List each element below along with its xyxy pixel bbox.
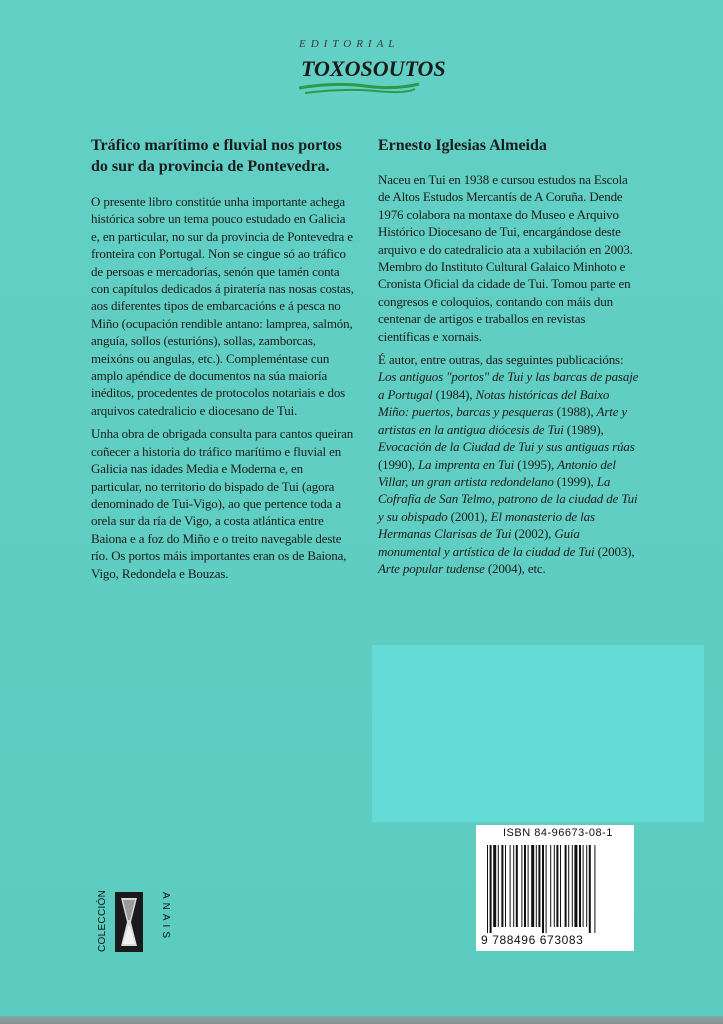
barcode-panel xyxy=(476,825,634,951)
barcode-bar xyxy=(493,845,496,927)
author-name: Ernesto Iglesias Almeida xyxy=(378,137,547,154)
barcode-bar xyxy=(554,845,555,927)
barcode-bar xyxy=(524,845,526,927)
work-year: (1984), xyxy=(432,386,476,402)
barcode-bar xyxy=(568,845,569,927)
work-year: (1995), xyxy=(514,456,558,472)
collection-mark xyxy=(97,888,187,958)
barcode-bar xyxy=(536,845,537,927)
work-title: La Cofrafía de San Telmo, patrono de la ciudad de Tui y su obispado xyxy=(378,473,638,524)
collection-name: ANAIS xyxy=(160,892,171,943)
works-intro: É autor, entre outras, das seguintes publicacións: xyxy=(378,352,624,368)
work-year: (1990), xyxy=(378,456,418,472)
hourglass-icon xyxy=(115,892,143,952)
synopsis-paragraph-1: O presente libro constitúe unha importante achega histórica sobre un tema pouco estudado en Galicia e, en particular, no sur da provincia de Pontevedra e fronteira con Portugal. Non se cingue só ao tráfico de persoas e mercadorías, senón que tamén conta con capítulos dedicados á piratería nas nosas costas, aos diferentes tipos de embarcacións e á pesca no Miño (ocupación rendible antano: lamprea, salmón, anguía, sollos (esturións), sollas, zamborcas, meixóns ou angulas, etc.). Compleméntase cun amplo apéndice de documentos na súa maioría inéditos, procedentes de protocolos notariais e dos arquivos catedralicio e diocesano de Tui. xyxy=(91,194,354,418)
synopsis-paragraph-2: Unha obra de obrigada consulta para cantos queiran coñecer a historia do tráfico marítimo e fluvial en Galicia nas idades Media e Moderna e, en particular, no territorio do bispado de Tui (agora denominado de Tui-Vigo), ao que pertence toda a orela sur da ría de Vigo, a costa atlántica entre Baiona e a foz do Miño e o treito navegable deste río. Os portos máis importantes eran os de Baiona, Vigo, Redondela e Bouzas. xyxy=(91,426,354,581)
barcode-bar xyxy=(528,845,529,927)
collection-label: COLECCIÓN xyxy=(97,889,108,952)
publisher-editorial-label: EDITORIAL xyxy=(299,38,400,50)
barcode-number: 9 788496 673083 xyxy=(481,933,584,947)
work-title: Evocación de la Ciudad de Tui y sus antiguas rúas xyxy=(378,439,635,455)
barcode-bar xyxy=(589,845,591,933)
barcode-bar xyxy=(510,845,511,927)
work-year: (2002), xyxy=(511,526,555,542)
work-year: (2003), xyxy=(594,543,635,559)
work-title: Antonio del Villar, un gran artista redondelano xyxy=(378,456,616,489)
works-list xyxy=(378,369,638,575)
barcode-bar xyxy=(501,845,503,927)
work-title: Notas históricas del Baixo Miño: puertos, barcas y pesqueras xyxy=(378,386,610,420)
author-works xyxy=(378,351,640,577)
work-year: (1999), xyxy=(553,473,597,489)
barcode-bar xyxy=(546,845,547,933)
barcode-bar xyxy=(550,845,551,927)
barcode-bar xyxy=(579,845,581,927)
barcode-bar xyxy=(560,845,561,927)
barcode-bar xyxy=(505,845,506,927)
work-title: Los antiguos "portos" de Tui y las barcas de pasaje a Portugal xyxy=(378,369,639,402)
blank-panel xyxy=(372,645,704,822)
work-title: Guía monumental y artística de la ciudad de Tui xyxy=(378,526,595,559)
work-year: (2001), xyxy=(447,508,491,524)
barcode-bar xyxy=(574,845,577,927)
isbn-label: ISBN 84-96673-08-1 xyxy=(503,827,613,839)
author-column xyxy=(378,135,640,583)
barcode-bar xyxy=(583,845,584,927)
work-title: La imprenta en Tui xyxy=(417,456,515,472)
work-year: (2004), etc. xyxy=(484,560,546,576)
barcode-bar xyxy=(538,845,540,927)
barcode-bar xyxy=(542,845,544,933)
work-year: (1988), xyxy=(553,404,597,420)
barcode-bar xyxy=(490,845,492,933)
work-title: Arte popular tudense xyxy=(378,560,485,576)
barcode-bar xyxy=(521,845,522,927)
work-title: El monasterio de las Hermanas Clarisas de Tui xyxy=(378,508,595,542)
barcode-bar xyxy=(586,845,587,927)
author-bio: Naceu en Tui en 1938 e cursou estudos na Escola de Altos Estudos Mercantís de A Coruña. Dende 1976 colabora na montaxe do Museo e Arquivo Histórico Diocesano de Tui, encargándose deste arquivo e do catedralicio ata a xubilación en 2003. Membro do Instituto Cultural Galaico Minhoto e Cronista Oficial da cidade de Tui. Tomou parte en congresos e coloquios, contando con máis dun centenar de artigos e traballos en revistas científicas e xornais. xyxy=(378,172,633,344)
barcode-bar xyxy=(516,845,518,927)
work-year: (1989), xyxy=(563,421,604,437)
barcode-bar xyxy=(498,845,499,927)
publisher-logo xyxy=(295,38,446,100)
barcode-bars xyxy=(485,845,625,933)
barcode-bar xyxy=(594,845,595,933)
book-title: Tráfico marítimo e fluvial nos portos do sur da provincia de Pontevedra. xyxy=(91,137,342,175)
barcode-bar xyxy=(487,845,488,933)
logo-swoosh-icon xyxy=(295,78,425,98)
barcode-bar xyxy=(513,845,514,927)
barcode-bar xyxy=(572,845,573,927)
work-title: Arte y artistas en la antigua diócesis de Tui xyxy=(378,404,628,437)
bottom-edge xyxy=(0,1016,723,1024)
synopsis-column xyxy=(91,135,356,588)
barcode-bar xyxy=(531,845,534,927)
publisher-name: TOXOSOUTOS xyxy=(301,56,446,81)
barcode-bar xyxy=(556,845,558,927)
barcode-bar xyxy=(565,845,567,927)
